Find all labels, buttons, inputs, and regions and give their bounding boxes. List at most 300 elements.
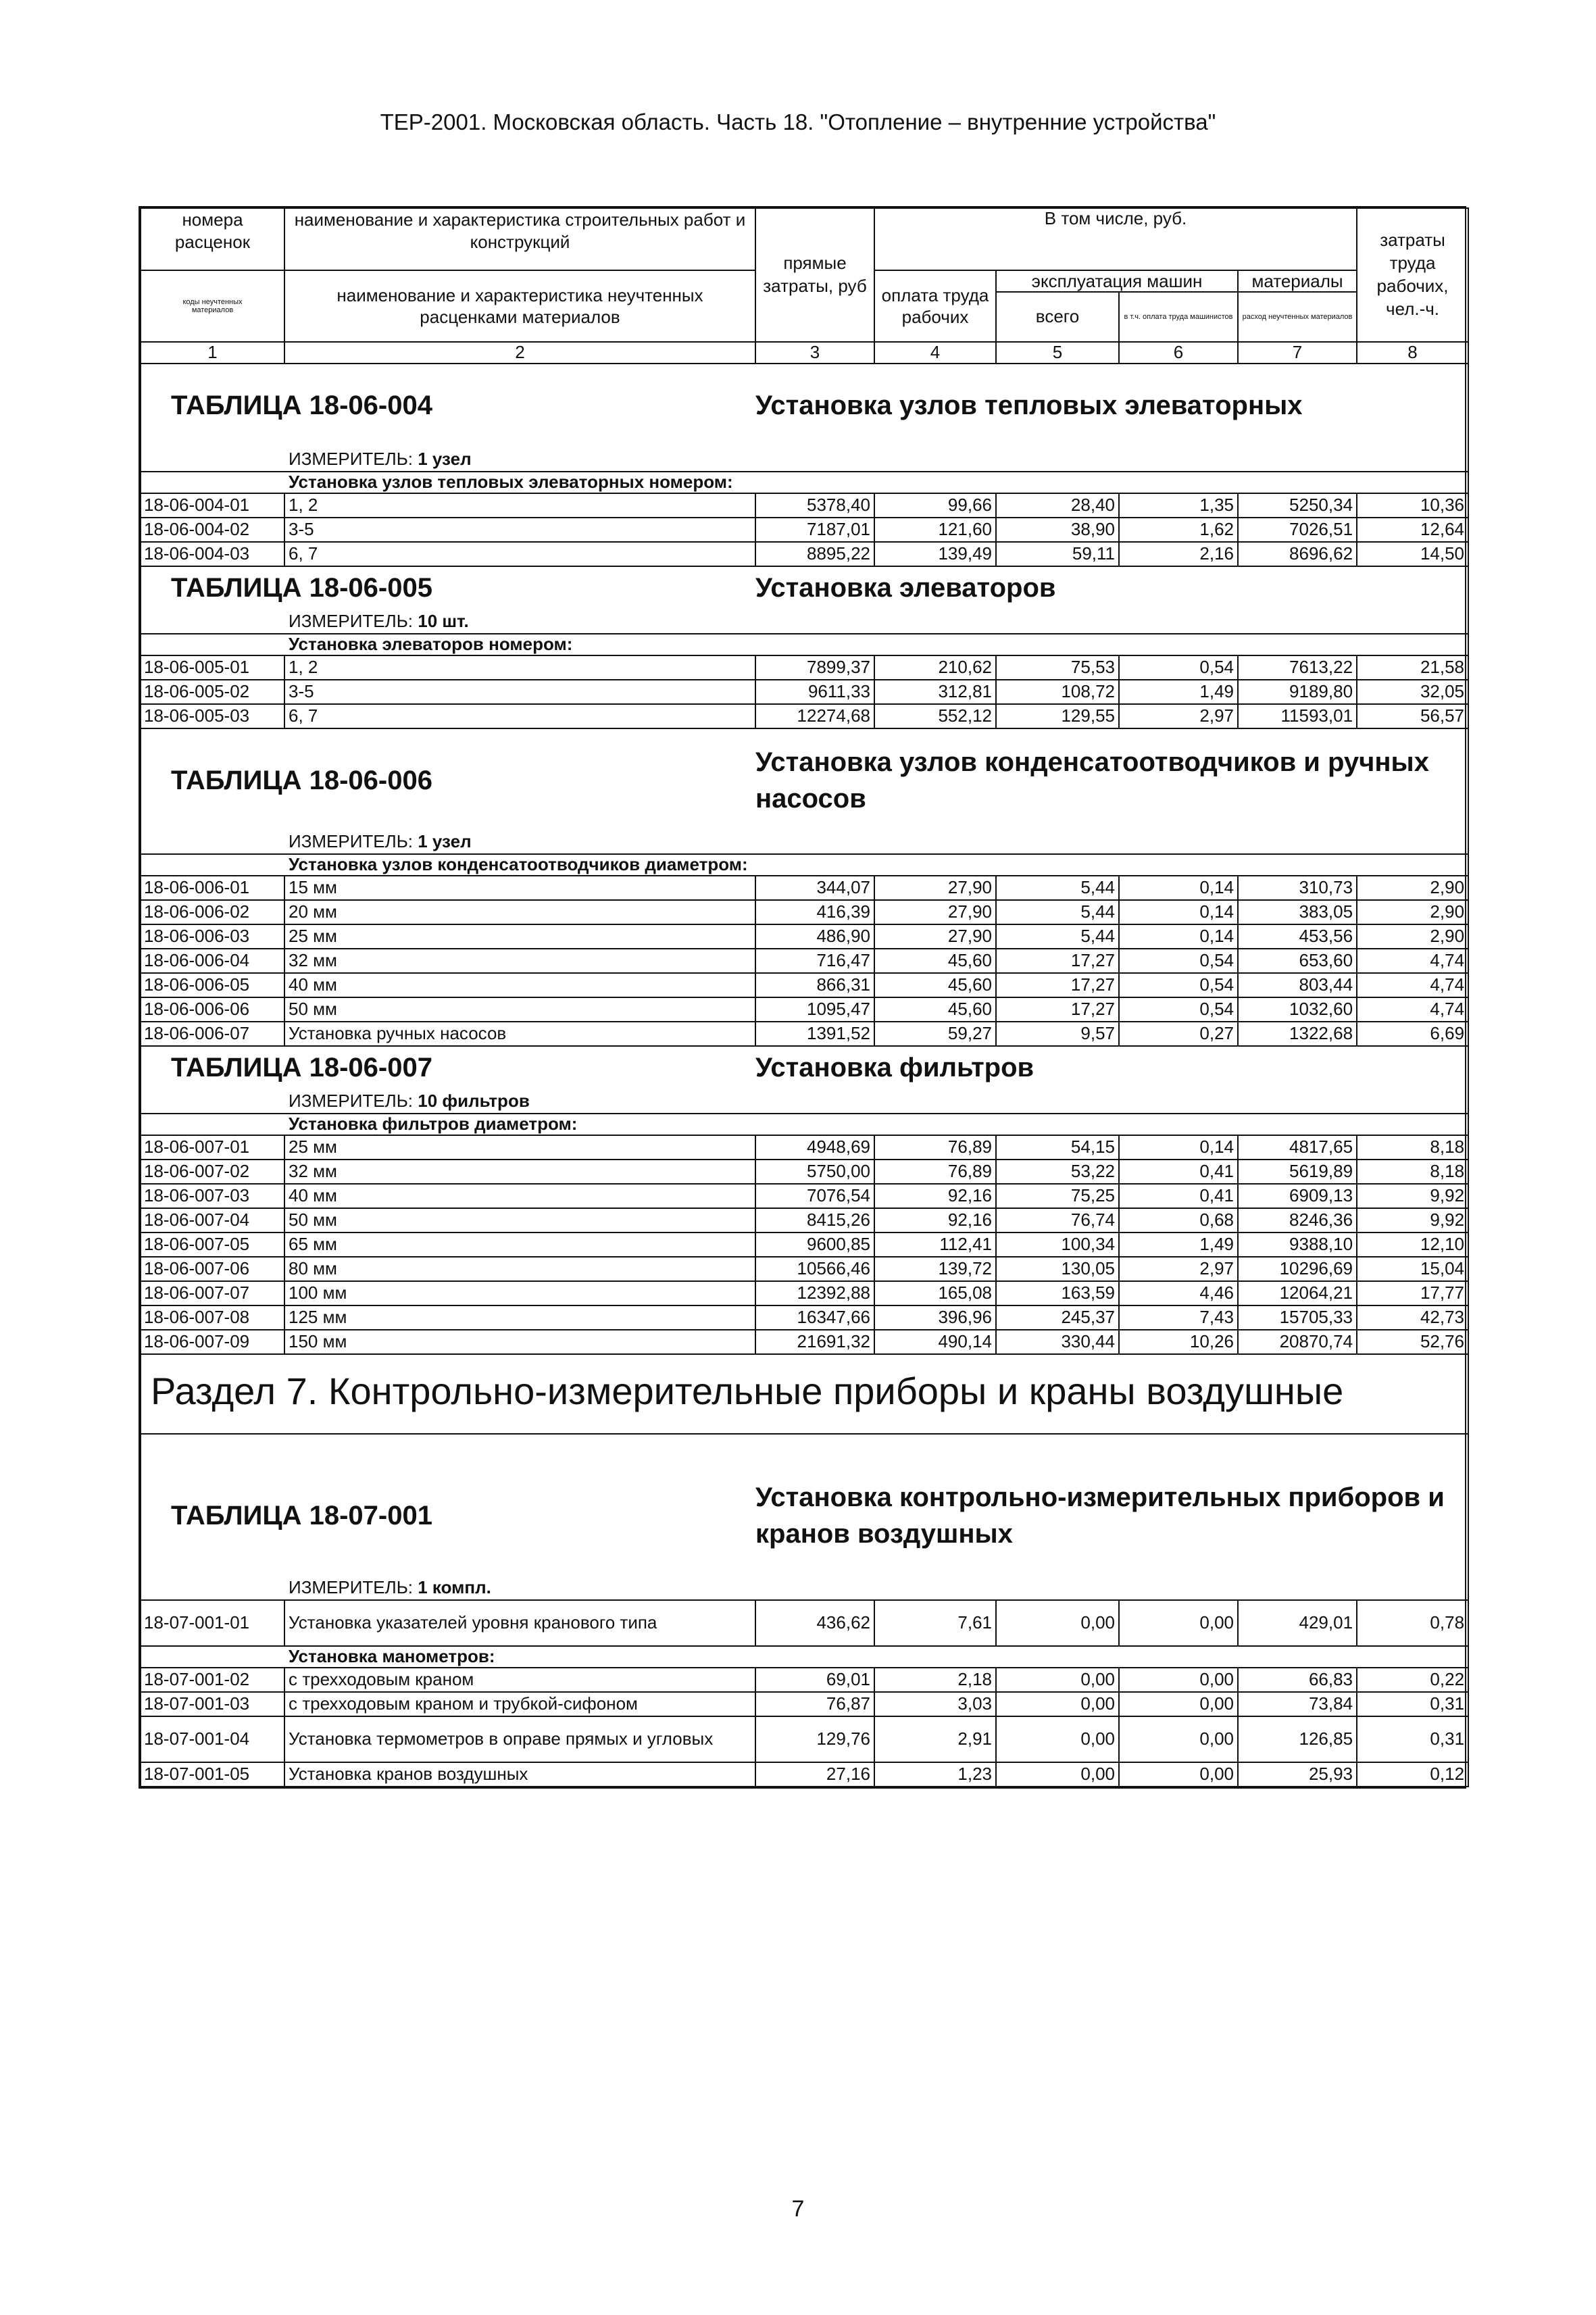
labor-hours-cell: 0,12 bbox=[1357, 1762, 1468, 1787]
direct-cost-cell: 716,47 bbox=[755, 949, 874, 973]
labor-hours-cell: 2,90 bbox=[1357, 900, 1468, 924]
table-row bbox=[141, 493, 1468, 518]
labor-hours-cell: 8,18 bbox=[1357, 1160, 1468, 1184]
machines-total-cell: 54,15 bbox=[996, 1135, 1119, 1160]
section-table-title: ТАБЛИЦА 18-06-004 bbox=[141, 364, 755, 447]
labor-pay-cell: 27,90 bbox=[874, 900, 996, 924]
table-row bbox=[141, 704, 1468, 728]
labor-hours-cell: 0,78 bbox=[1357, 1600, 1468, 1646]
machines-subheaders bbox=[997, 293, 1237, 341]
materials-cell: 310,73 bbox=[1238, 876, 1357, 900]
section-table-title: ТАБЛИЦА 18-07-001 bbox=[141, 1434, 755, 1575]
code-cell: 18-06-007-09 bbox=[141, 1330, 284, 1354]
table-row bbox=[141, 973, 1468, 997]
direct-cost-cell: 344,07 bbox=[755, 876, 874, 900]
labor-pay-cell: 165,08 bbox=[874, 1281, 996, 1305]
table-row bbox=[141, 924, 1468, 949]
machinist-pay-cell: 0,54 bbox=[1119, 973, 1238, 997]
machinist-pay-cell: 0,41 bbox=[1119, 1160, 1238, 1184]
machines-total-cell: 108,72 bbox=[996, 680, 1119, 704]
table-row bbox=[141, 1600, 1468, 1646]
column-number: 6 bbox=[1119, 342, 1238, 364]
measurer-label: ИЗМЕРИТЕЛЬ: bbox=[289, 1576, 413, 1597]
name-cell: Установка указателей уровня кранового типа bbox=[284, 1600, 755, 1646]
table-row bbox=[141, 1257, 1468, 1281]
column-number: 2 bbox=[284, 342, 755, 364]
machinist-pay-cell: 4,46 bbox=[1119, 1281, 1238, 1305]
header-row-1 bbox=[141, 208, 1468, 270]
machinist-pay-cell: 0,14 bbox=[1119, 924, 1238, 949]
name-cell: 125 мм bbox=[284, 1305, 755, 1330]
table-row bbox=[141, 1692, 1468, 1716]
column-number: 7 bbox=[1238, 342, 1357, 364]
materials-cell: 25,93 bbox=[1238, 1762, 1357, 1787]
machinist-pay-cell: 1,49 bbox=[1119, 680, 1238, 704]
code-cell: 18-07-001-05 bbox=[141, 1762, 284, 1787]
materials-cell: 15705,33 bbox=[1238, 1305, 1357, 1330]
machinist-pay-cell: 7,43 bbox=[1119, 1305, 1238, 1330]
table-section-heading bbox=[141, 728, 1468, 829]
code-cell: 18-06-006-07 bbox=[141, 1022, 284, 1046]
name-cell: 50 мм bbox=[284, 997, 755, 1022]
section-table-description: Установка элеваторов bbox=[755, 566, 1468, 609]
materials-cell: 20870,74 bbox=[1238, 1330, 1357, 1354]
direct-cost-cell: 866,31 bbox=[755, 973, 874, 997]
labor-hours-cell: 0,31 bbox=[1357, 1716, 1468, 1762]
table-row bbox=[141, 997, 1468, 1022]
section-table-description: Установка узлов тепловых элеваторных bbox=[755, 364, 1468, 447]
direct-cost-cell: 7899,37 bbox=[755, 655, 874, 680]
machinist-pay-cell: 0,14 bbox=[1119, 876, 1238, 900]
col1-header-top: номера расценок bbox=[174, 209, 251, 252]
materials-cell: 653,60 bbox=[1238, 949, 1357, 973]
direct-cost-cell: 7076,54 bbox=[755, 1184, 874, 1208]
name-cell: Установка кранов воздушных bbox=[284, 1762, 755, 1787]
labor-hours-cell: 4,74 bbox=[1357, 973, 1468, 997]
col3-header: прямые затраты, руб bbox=[755, 208, 874, 342]
direct-cost-cell: 416,39 bbox=[755, 900, 874, 924]
machines-total-cell: 0,00 bbox=[996, 1692, 1119, 1716]
table-row bbox=[141, 900, 1468, 924]
labor-pay-cell: 27,90 bbox=[874, 876, 996, 900]
materials-cell: 8696,62 bbox=[1238, 542, 1357, 566]
machinist-pay-cell: 0,00 bbox=[1119, 1762, 1238, 1787]
name-cell: Установка ручных насосов bbox=[284, 1022, 755, 1046]
direct-cost-cell: 9600,85 bbox=[755, 1233, 874, 1257]
labor-pay-cell: 3,03 bbox=[874, 1692, 996, 1716]
direct-cost-cell: 5378,40 bbox=[755, 493, 874, 518]
section-table-title: ТАБЛИЦА 18-06-005 bbox=[141, 566, 755, 609]
materials-cell: 12064,21 bbox=[1238, 1281, 1357, 1305]
materials-cell: 4817,65 bbox=[1238, 1135, 1357, 1160]
machinist-pay-cell: 0,00 bbox=[1119, 1600, 1238, 1646]
labor-pay-cell: 76,89 bbox=[874, 1135, 996, 1160]
code-cell: 18-06-007-08 bbox=[141, 1305, 284, 1330]
measurer-line bbox=[141, 1575, 1468, 1600]
machinist-pay-cell: 2,97 bbox=[1119, 1257, 1238, 1281]
code-cell: 18-06-006-06 bbox=[141, 997, 284, 1022]
section-table-description: Установка контрольно-измерительных приборов и кранов воздушных bbox=[755, 1434, 1468, 1575]
code-cell: 18-06-004-03 bbox=[141, 542, 284, 566]
razdel-heading: Раздел 7. Контрольно-измерительные приборы и краны воздушные bbox=[141, 1354, 1468, 1434]
materials-cell: 9388,10 bbox=[1238, 1233, 1357, 1257]
direct-cost-cell: 76,87 bbox=[755, 1692, 874, 1716]
code-cell: 18-06-005-01 bbox=[141, 655, 284, 680]
direct-cost-cell: 10566,46 bbox=[755, 1257, 874, 1281]
materials-cell: 73,84 bbox=[1238, 1692, 1357, 1716]
labor-hours-cell: 14,50 bbox=[1357, 542, 1468, 566]
labor-pay-cell: 2,18 bbox=[874, 1668, 996, 1692]
machines-total-cell: 17,27 bbox=[996, 997, 1119, 1022]
table-row bbox=[141, 1281, 1468, 1305]
col1-header bbox=[141, 208, 284, 270]
table-row bbox=[141, 1135, 1468, 1160]
col6-header: в т.ч. оплата труда машинистов bbox=[1124, 312, 1233, 321]
measurer-row bbox=[141, 829, 1468, 854]
machines-total-cell: 76,74 bbox=[996, 1208, 1119, 1233]
table-row bbox=[141, 1762, 1468, 1787]
table-row bbox=[141, 680, 1468, 704]
direct-cost-cell: 9611,33 bbox=[755, 680, 874, 704]
name-cell: 40 мм bbox=[284, 1184, 755, 1208]
labor-hours-cell: 2,90 bbox=[1357, 876, 1468, 900]
materials-cell: 6909,13 bbox=[1238, 1184, 1357, 1208]
labor-hours-cell: 9,92 bbox=[1357, 1208, 1468, 1233]
labor-pay-cell: 312,81 bbox=[874, 680, 996, 704]
name-cell: 80 мм bbox=[284, 1257, 755, 1281]
subtitle-row bbox=[141, 854, 1468, 876]
machinist-pay-cell: 1,49 bbox=[1119, 1233, 1238, 1257]
labor-pay-cell: 552,12 bbox=[874, 704, 996, 728]
column-number: 1 bbox=[141, 342, 284, 364]
machines-total-cell: 9,57 bbox=[996, 1022, 1119, 1046]
measurer-value: 1 компл. bbox=[418, 1576, 491, 1597]
code-cell: 18-06-007-04 bbox=[141, 1208, 284, 1233]
measurer-line bbox=[141, 609, 1468, 634]
machines-total-cell: 0,00 bbox=[996, 1762, 1119, 1787]
code-cell: 18-06-007-05 bbox=[141, 1233, 284, 1257]
subtitle-line: Установка манометров: bbox=[141, 1646, 1468, 1668]
direct-cost-cell: 5750,00 bbox=[755, 1160, 874, 1184]
table-section-heading bbox=[141, 566, 1468, 609]
name-cell: 15 мм bbox=[284, 876, 755, 900]
measurer-line bbox=[141, 829, 1468, 854]
col2-subheader: наименование и характеристика неучтенных расценками материалов bbox=[284, 270, 755, 342]
materials-cell: 66,83 bbox=[1238, 1668, 1357, 1692]
materials-cell: 9189,80 bbox=[1238, 680, 1357, 704]
name-cell: 50 мм bbox=[284, 1208, 755, 1233]
code-cell: 18-06-005-02 bbox=[141, 680, 284, 704]
direct-cost-cell: 486,90 bbox=[755, 924, 874, 949]
machinist-pay-cell: 0,00 bbox=[1119, 1716, 1238, 1762]
materials-cell: 383,05 bbox=[1238, 900, 1357, 924]
machinist-pay-cell: 2,97 bbox=[1119, 704, 1238, 728]
name-cell: 1, 2 bbox=[284, 493, 755, 518]
measurer-row bbox=[141, 447, 1468, 472]
direct-cost-cell: 7187,01 bbox=[755, 518, 874, 542]
direct-cost-cell: 8895,22 bbox=[755, 542, 874, 566]
name-cell: 20 мм bbox=[284, 900, 755, 924]
machinist-pay-cell: 0,41 bbox=[1119, 1184, 1238, 1208]
table-row bbox=[141, 876, 1468, 900]
name-cell: 65 мм bbox=[284, 1233, 755, 1257]
name-cell: 25 мм bbox=[284, 1135, 755, 1160]
labor-pay-cell: 99,66 bbox=[874, 493, 996, 518]
labor-pay-cell: 112,41 bbox=[874, 1233, 996, 1257]
labor-hours-cell: 17,77 bbox=[1357, 1281, 1468, 1305]
materials-cell: 1032,60 bbox=[1238, 997, 1357, 1022]
measurer-line bbox=[141, 1089, 1468, 1114]
machines-total-cell: 0,00 bbox=[996, 1600, 1119, 1646]
machines-header: эксплуатация машин bbox=[997, 271, 1237, 293]
materials-cell: 7026,51 bbox=[1238, 518, 1357, 542]
labor-pay-cell: 139,72 bbox=[874, 1257, 996, 1281]
machinist-pay-cell: 2,16 bbox=[1119, 542, 1238, 566]
table-row bbox=[141, 1668, 1468, 1692]
section-table-title: ТАБЛИЦА 18-06-007 bbox=[141, 1046, 755, 1089]
table-section-heading bbox=[141, 364, 1468, 447]
table-section-heading bbox=[141, 1046, 1468, 1089]
labor-hours-cell: 4,74 bbox=[1357, 997, 1468, 1022]
code-cell: 18-06-004-01 bbox=[141, 493, 284, 518]
labor-pay-cell: 7,61 bbox=[874, 1600, 996, 1646]
measurer-row bbox=[141, 1575, 1468, 1600]
code-cell: 18-06-007-06 bbox=[141, 1257, 284, 1281]
code-cell: 18-06-004-02 bbox=[141, 518, 284, 542]
direct-cost-cell: 1391,52 bbox=[755, 1022, 874, 1046]
subtitle-row bbox=[141, 472, 1468, 493]
name-cell: с трехходовым краном bbox=[284, 1668, 755, 1692]
column-number: 4 bbox=[874, 342, 996, 364]
labor-pay-cell: 1,23 bbox=[874, 1762, 996, 1787]
code-cell: 18-06-006-05 bbox=[141, 973, 284, 997]
table-section-heading bbox=[141, 1434, 1468, 1575]
rates-table-body bbox=[141, 208, 1468, 1787]
code-cell: 18-06-006-03 bbox=[141, 924, 284, 949]
rates-table-frame bbox=[139, 206, 1466, 1789]
subtitle-line: Установка фильтров диаметром: bbox=[141, 1114, 1468, 1135]
name-cell: 32 мм bbox=[284, 1160, 755, 1184]
labor-pay-cell: 396,96 bbox=[874, 1305, 996, 1330]
direct-cost-cell: 12392,88 bbox=[755, 1281, 874, 1305]
machines-total-cell: 130,05 bbox=[996, 1257, 1119, 1281]
machines-total-cell: 5,44 bbox=[996, 900, 1119, 924]
machines-total-cell: 0,00 bbox=[996, 1716, 1119, 1762]
machines-block bbox=[996, 270, 1238, 342]
labor-hours-cell: 8,18 bbox=[1357, 1135, 1468, 1160]
direct-cost-cell: 8415,26 bbox=[755, 1208, 874, 1233]
code-cell: 18-06-007-07 bbox=[141, 1281, 284, 1305]
labor-pay-cell: 92,16 bbox=[874, 1184, 996, 1208]
direct-cost-cell: 1095,47 bbox=[755, 997, 874, 1022]
section-table-description: Установка фильтров bbox=[755, 1046, 1468, 1089]
name-cell: 32 мм bbox=[284, 949, 755, 973]
materials-header: материалы bbox=[1239, 271, 1356, 293]
direct-cost-cell: 27,16 bbox=[755, 1762, 874, 1787]
direct-cost-cell: 4948,69 bbox=[755, 1135, 874, 1160]
labor-hours-cell: 10,36 bbox=[1357, 493, 1468, 518]
section-table-description: Установка узлов конденсатоотводчиков и ручных насосов bbox=[755, 728, 1468, 829]
labor-hours-cell: 2,90 bbox=[1357, 924, 1468, 949]
labor-pay-cell: 59,27 bbox=[874, 1022, 996, 1046]
col2-header-top: наименование и характеристика строительных работ и конструкций bbox=[294, 209, 746, 252]
measurer-value: 10 шт. bbox=[418, 610, 469, 631]
subtitle-row bbox=[141, 1646, 1468, 1668]
materials-cell: 5619,89 bbox=[1238, 1160, 1357, 1184]
table-row bbox=[141, 1184, 1468, 1208]
incl-header: В том числе, руб. bbox=[874, 208, 1357, 270]
col8-header: затраты труда рабочих, чел.-ч. bbox=[1357, 208, 1468, 342]
machines-total-cell: 17,27 bbox=[996, 949, 1119, 973]
section-table-title: ТАБЛИЦА 18-06-006 bbox=[141, 728, 755, 829]
machinist-pay-cell: 0,00 bbox=[1119, 1668, 1238, 1692]
subtitle-line: Установка узлов тепловых элеваторных номером: bbox=[141, 472, 1468, 493]
direct-cost-cell: 12274,68 bbox=[755, 704, 874, 728]
table-row bbox=[141, 1208, 1468, 1233]
labor-pay-cell: 76,89 bbox=[874, 1160, 996, 1184]
materials-cell: 8246,36 bbox=[1238, 1208, 1357, 1233]
measurer-label: ИЗМЕРИТЕЛЬ: bbox=[289, 1090, 413, 1111]
subtitle-line: Установка элеваторов номером: bbox=[141, 634, 1468, 655]
measurer-row bbox=[141, 609, 1468, 634]
page-header: ТЕР-2001. Московская область. Часть 18. "Отопление – внутренние устройства" bbox=[380, 109, 1216, 134]
labor-hours-cell: 0,22 bbox=[1357, 1668, 1468, 1692]
col5-header: всего bbox=[997, 293, 1120, 341]
materials-cell: 453,56 bbox=[1238, 924, 1357, 949]
measurer-value: 10 фильтров bbox=[418, 1090, 530, 1111]
labor-hours-cell: 32,05 bbox=[1357, 680, 1468, 704]
table-row bbox=[141, 1330, 1468, 1354]
machinist-pay-cell: 0,27 bbox=[1119, 1022, 1238, 1046]
code-cell: 18-06-006-01 bbox=[141, 876, 284, 900]
machinist-pay-cell: 0,00 bbox=[1119, 1692, 1238, 1716]
machinist-pay-cell: 1,35 bbox=[1119, 493, 1238, 518]
labor-pay-cell: 490,14 bbox=[874, 1330, 996, 1354]
machines-total-cell: 17,27 bbox=[996, 973, 1119, 997]
machines-total-cell: 5,44 bbox=[996, 876, 1119, 900]
subtitle-line: Установка узлов конденсатоотводчиков диаметром: bbox=[141, 854, 1468, 876]
labor-pay-cell: 45,60 bbox=[874, 997, 996, 1022]
code-cell: 18-06-006-02 bbox=[141, 900, 284, 924]
razdel-row bbox=[141, 1354, 1468, 1434]
materials-cell: 5250,34 bbox=[1238, 493, 1357, 518]
table-row bbox=[141, 1233, 1468, 1257]
code-cell: 18-07-001-03 bbox=[141, 1692, 284, 1716]
labor-pay-cell: 121,60 bbox=[874, 518, 996, 542]
machines-total-cell: 59,11 bbox=[996, 542, 1119, 566]
code-cell: 18-07-001-02 bbox=[141, 1668, 284, 1692]
col7-header: расход неучтенных материалов bbox=[1242, 312, 1353, 321]
labor-hours-cell: 12,64 bbox=[1357, 518, 1468, 542]
name-cell: 40 мм bbox=[284, 973, 755, 997]
machinist-pay-cell: 0,54 bbox=[1119, 949, 1238, 973]
column-number: 5 bbox=[996, 342, 1119, 364]
machines-total-cell: 75,53 bbox=[996, 655, 1119, 680]
machines-total-cell: 245,37 bbox=[996, 1305, 1119, 1330]
materials-cell: 10296,69 bbox=[1238, 1257, 1357, 1281]
table-row bbox=[141, 655, 1468, 680]
name-cell: 6, 7 bbox=[284, 542, 755, 566]
measurer-value: 1 узел bbox=[418, 449, 472, 469]
labor-hours-cell: 15,04 bbox=[1357, 1257, 1468, 1281]
machinist-pay-cell: 0,54 bbox=[1119, 655, 1238, 680]
machines-total-cell: 163,59 bbox=[996, 1281, 1119, 1305]
table-row bbox=[141, 542, 1468, 566]
labor-hours-cell: 4,74 bbox=[1357, 949, 1468, 973]
labor-hours-cell: 56,57 bbox=[1357, 704, 1468, 728]
name-cell: 1, 2 bbox=[284, 655, 755, 680]
labor-pay-cell: 210,62 bbox=[874, 655, 996, 680]
name-cell: Установка термометров в оправе прямых и угловых bbox=[284, 1716, 755, 1762]
name-cell: 150 мм bbox=[284, 1330, 755, 1354]
machinist-pay-cell: 0,14 bbox=[1119, 900, 1238, 924]
table-row bbox=[141, 949, 1468, 973]
subtitle-row bbox=[141, 634, 1468, 655]
col2-header bbox=[284, 208, 755, 270]
measurer-row bbox=[141, 1089, 1468, 1114]
materials-cell: 11593,01 bbox=[1238, 704, 1357, 728]
machines-total-cell: 28,40 bbox=[996, 493, 1119, 518]
labor-hours-cell: 12,10 bbox=[1357, 1233, 1468, 1257]
labor-hours-cell: 6,69 bbox=[1357, 1022, 1468, 1046]
labor-hours-cell: 9,92 bbox=[1357, 1184, 1468, 1208]
materials-cell: 7613,22 bbox=[1238, 655, 1357, 680]
machines-total-cell: 0,00 bbox=[996, 1668, 1119, 1692]
name-cell: 3-5 bbox=[284, 680, 755, 704]
direct-cost-cell: 21691,32 bbox=[755, 1330, 874, 1354]
labor-hours-cell: 0,31 bbox=[1357, 1692, 1468, 1716]
code-cell: 18-06-007-02 bbox=[141, 1160, 284, 1184]
subtitle-row bbox=[141, 1114, 1468, 1135]
materials-block bbox=[1238, 270, 1357, 342]
machinist-pay-cell: 0,68 bbox=[1119, 1208, 1238, 1233]
page-number: 7 bbox=[791, 2196, 805, 2222]
labor-pay-cell: 45,60 bbox=[874, 973, 996, 997]
column-number: 8 bbox=[1357, 342, 1468, 364]
col1-subheader: коды неучтенных материалов bbox=[141, 270, 284, 342]
table-row bbox=[141, 1305, 1468, 1330]
machines-total-cell: 100,34 bbox=[996, 1233, 1119, 1257]
measurer-line bbox=[141, 447, 1468, 472]
col4-header: оплата труда рабочих bbox=[874, 270, 996, 342]
table-row bbox=[141, 1716, 1468, 1762]
table-row bbox=[141, 518, 1468, 542]
code-cell: 18-06-007-01 bbox=[141, 1135, 284, 1160]
machinist-pay-cell: 0,54 bbox=[1119, 997, 1238, 1022]
machinist-pay-cell: 1,62 bbox=[1119, 518, 1238, 542]
name-cell: 3-5 bbox=[284, 518, 755, 542]
direct-cost-cell: 69,01 bbox=[755, 1668, 874, 1692]
name-cell: с трехходовым краном и трубкой-сифоном bbox=[284, 1692, 755, 1716]
direct-cost-cell: 16347,66 bbox=[755, 1305, 874, 1330]
column-numbers-row bbox=[141, 342, 1468, 364]
labor-pay-cell: 27,90 bbox=[874, 924, 996, 949]
table-row bbox=[141, 1022, 1468, 1046]
materials-cell: 429,01 bbox=[1238, 1600, 1357, 1646]
machinist-pay-cell: 0,14 bbox=[1119, 1135, 1238, 1160]
machines-total-cell: 38,90 bbox=[996, 518, 1119, 542]
code-cell: 18-06-006-04 bbox=[141, 949, 284, 973]
labor-hours-cell: 21,58 bbox=[1357, 655, 1468, 680]
machines-total-cell: 5,44 bbox=[996, 924, 1119, 949]
name-cell: 100 мм bbox=[284, 1281, 755, 1305]
direct-cost-cell: 436,62 bbox=[755, 1600, 874, 1646]
code-cell: 18-07-001-01 bbox=[141, 1600, 284, 1646]
column-number: 3 bbox=[755, 342, 874, 364]
materials-cell: 126,85 bbox=[1238, 1716, 1357, 1762]
name-cell: 6, 7 bbox=[284, 704, 755, 728]
machines-total-cell: 53,22 bbox=[996, 1160, 1119, 1184]
